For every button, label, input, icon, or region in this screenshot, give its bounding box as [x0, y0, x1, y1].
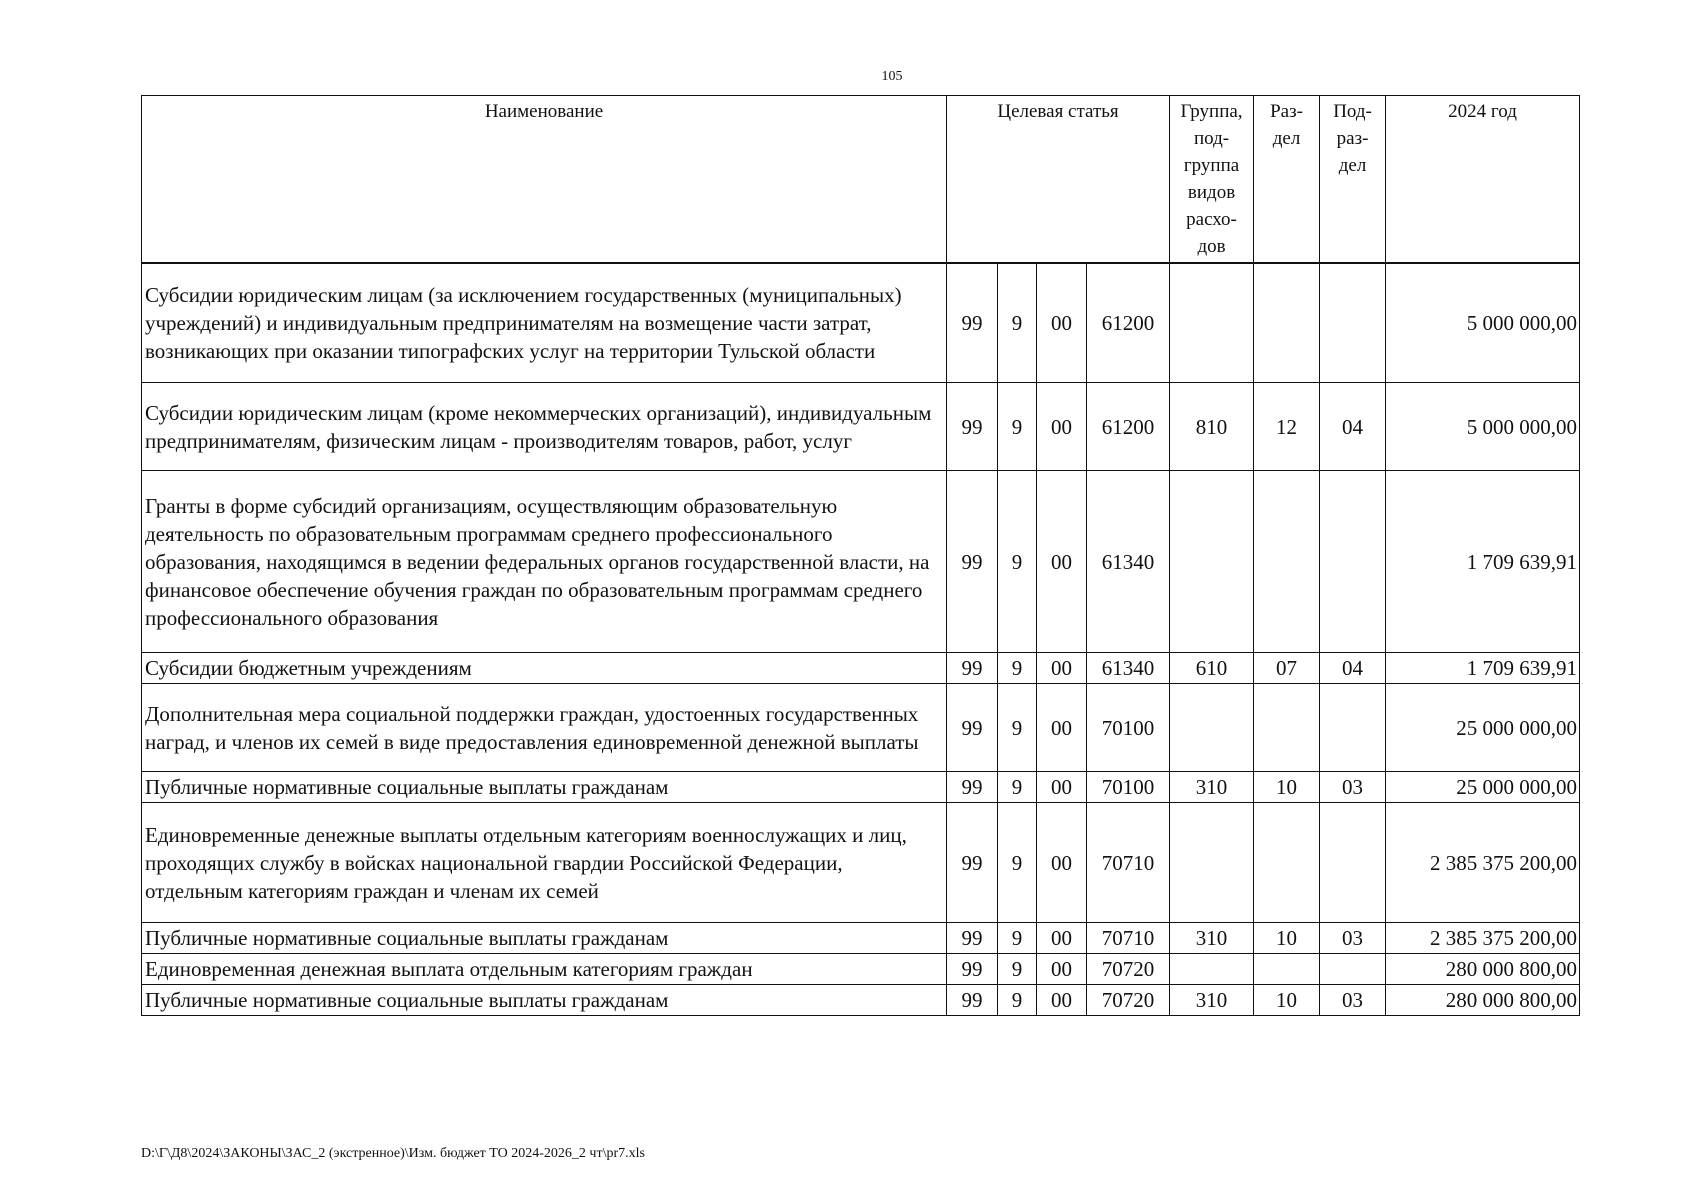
row-name-cell: Публичные нормативные социальные выплаты гражданам	[142, 772, 947, 803]
row-section-cell: 12	[1254, 383, 1320, 471]
row-c3-cell: 00	[1037, 985, 1087, 1016]
row-c1-cell: 99	[947, 383, 998, 471]
row-c4-cell: 70720	[1087, 985, 1170, 1016]
row-c2-cell: 9	[998, 653, 1037, 684]
row-c1-cell: 99	[947, 803, 998, 923]
row-c4-cell: 70100	[1087, 684, 1170, 772]
row-c4-cell: 70720	[1087, 954, 1170, 985]
row-subsection-cell: 04	[1320, 383, 1386, 471]
row-name-cell: Субсидии юридическим лицам (за исключением государственных (муниципальных) учреждений) и индивидуальным предпринимателям на возмещение части затрат, возникающих при оказании типографских услуг на территории Тульской области	[142, 263, 947, 383]
table-header-row	[142, 96, 1580, 263]
row-amount-cell: 5 000 000,00	[1386, 383, 1580, 471]
row-c2-cell: 9	[998, 803, 1037, 923]
table-row	[142, 985, 1580, 1016]
row-c1-cell: 99	[947, 985, 998, 1016]
row-name-cell: Единовременные денежные выплаты отдельным категориям военнослужащих и лиц, проходящих службу в войсках национальной гвардии Российской Федерации, отдельным категориям граждан и членам их семей	[142, 803, 947, 923]
row-c4-cell: 61340	[1087, 471, 1170, 653]
row-c4-cell: 70710	[1087, 803, 1170, 923]
table-row	[142, 653, 1580, 684]
budget-table	[141, 95, 1580, 1016]
row-c2-cell: 9	[998, 954, 1037, 985]
row-group-cell: 610	[1170, 653, 1254, 684]
row-c1-cell: 99	[947, 772, 998, 803]
row-c2-cell: 9	[998, 923, 1037, 954]
row-section-cell: 07	[1254, 653, 1320, 684]
row-amount-cell: 1 709 639,91	[1386, 653, 1580, 684]
row-section-cell	[1254, 684, 1320, 772]
row-name-cell: Гранты в форме субсидий организациям, осуществляющим образовательную деятельность по образовательным программам среднего профессионального образования, находящимся в ведении федеральных органов государственной власти, на финансовое обеспечение обучения граждан по образовательным программам среднего профессионального образования	[142, 471, 947, 653]
row-c3-cell: 00	[1037, 653, 1087, 684]
row-section-cell	[1254, 803, 1320, 923]
table-row	[142, 383, 1580, 471]
table-row	[142, 263, 1580, 383]
row-c4-cell: 61200	[1087, 263, 1170, 383]
row-group-cell	[1170, 263, 1254, 383]
row-c3-cell: 00	[1037, 684, 1087, 772]
row-c3-cell: 00	[1037, 383, 1087, 471]
table-body	[142, 263, 1580, 1016]
row-name-cell: Субсидии бюджетным учреждениям	[142, 653, 947, 684]
row-subsection-cell	[1320, 954, 1386, 985]
header-name: Наименование	[142, 96, 947, 263]
row-c1-cell: 99	[947, 923, 998, 954]
row-c2-cell: 9	[998, 383, 1037, 471]
row-c3-cell: 00	[1037, 803, 1087, 923]
row-amount-cell: 280 000 800,00	[1386, 985, 1580, 1016]
row-c2-cell: 9	[998, 985, 1037, 1016]
table-row	[142, 471, 1580, 653]
row-subsection-cell	[1320, 263, 1386, 383]
row-c2-cell: 9	[998, 263, 1037, 383]
row-subsection-cell: 03	[1320, 985, 1386, 1016]
row-amount-cell: 2 385 375 200,00	[1386, 803, 1580, 923]
header-target-article: Целевая статья	[947, 96, 1170, 263]
row-subsection-cell	[1320, 684, 1386, 772]
row-c3-cell: 00	[1037, 263, 1087, 383]
row-c1-cell: 99	[947, 471, 998, 653]
row-name-cell: Единовременная денежная выплата отдельным категориям граждан	[142, 954, 947, 985]
row-c1-cell: 99	[947, 653, 998, 684]
row-amount-cell: 2 385 375 200,00	[1386, 923, 1580, 954]
row-c3-cell: 00	[1037, 923, 1087, 954]
row-c3-cell: 00	[1037, 471, 1087, 653]
table-row	[142, 923, 1580, 954]
row-group-cell: 810	[1170, 383, 1254, 471]
row-group-cell	[1170, 954, 1254, 985]
row-amount-cell: 5 000 000,00	[1386, 263, 1580, 383]
row-section-cell	[1254, 263, 1320, 383]
row-section-cell: 10	[1254, 772, 1320, 803]
row-section-cell: 10	[1254, 923, 1320, 954]
row-name-cell: Дополнительная мера социальной поддержки граждан, удостоенных государственных наград, и членов их семей в виде предоставления единовременной денежной выплаты	[142, 684, 947, 772]
table-row	[142, 954, 1580, 985]
row-c3-cell: 00	[1037, 772, 1087, 803]
row-c3-cell: 00	[1037, 954, 1087, 985]
row-group-cell	[1170, 471, 1254, 653]
row-subsection-cell	[1320, 471, 1386, 653]
row-c1-cell: 99	[947, 263, 998, 383]
table-row	[142, 772, 1580, 803]
row-c2-cell: 9	[998, 772, 1037, 803]
table-row	[142, 684, 1580, 772]
row-c1-cell: 99	[947, 684, 998, 772]
row-group-cell	[1170, 803, 1254, 923]
table-row	[142, 803, 1580, 923]
row-name-cell: Субсидии юридическим лицам (кроме некоммерческих организаций), индивидуальным предпринимателям, физическим лицам - производителям товаров, работ, услуг	[142, 383, 947, 471]
row-amount-cell: 280 000 800,00	[1386, 954, 1580, 985]
footer-file-path: D:\Г\Д8\2024\ЗАКОНЫ\ЗАС_2 (экстренное)\Изм. бюджет ТО 2024-2026_2 чт\pr7.xls	[141, 1146, 645, 1161]
row-section-cell: 10	[1254, 985, 1320, 1016]
header-group: Группа, под- группа видов расхо- дов	[1170, 96, 1254, 263]
row-c1-cell: 99	[947, 954, 998, 985]
row-name-cell: Публичные нормативные социальные выплаты гражданам	[142, 923, 947, 954]
row-c4-cell: 61200	[1087, 383, 1170, 471]
row-subsection-cell: 04	[1320, 653, 1386, 684]
row-c4-cell: 70710	[1087, 923, 1170, 954]
row-amount-cell: 25 000 000,00	[1386, 684, 1580, 772]
header-subsection: Под- раз- дел	[1320, 96, 1386, 263]
row-name-cell: Публичные нормативные социальные выплаты гражданам	[142, 985, 947, 1016]
row-group-cell: 310	[1170, 985, 1254, 1016]
row-group-cell: 310	[1170, 923, 1254, 954]
row-subsection-cell	[1320, 803, 1386, 923]
header-year: 2024 год	[1386, 96, 1580, 263]
row-section-cell	[1254, 954, 1320, 985]
row-c4-cell: 70100	[1087, 772, 1170, 803]
row-subsection-cell: 03	[1320, 923, 1386, 954]
header-section: Раз- дел	[1254, 96, 1320, 263]
row-group-cell	[1170, 684, 1254, 772]
row-section-cell	[1254, 471, 1320, 653]
row-group-cell: 310	[1170, 772, 1254, 803]
row-amount-cell: 25 000 000,00	[1386, 772, 1580, 803]
row-c2-cell: 9	[998, 471, 1037, 653]
row-subsection-cell: 03	[1320, 772, 1386, 803]
row-c2-cell: 9	[998, 684, 1037, 772]
page-number: 105	[881, 69, 903, 84]
row-amount-cell: 1 709 639,91	[1386, 471, 1580, 653]
row-c4-cell: 61340	[1087, 653, 1170, 684]
